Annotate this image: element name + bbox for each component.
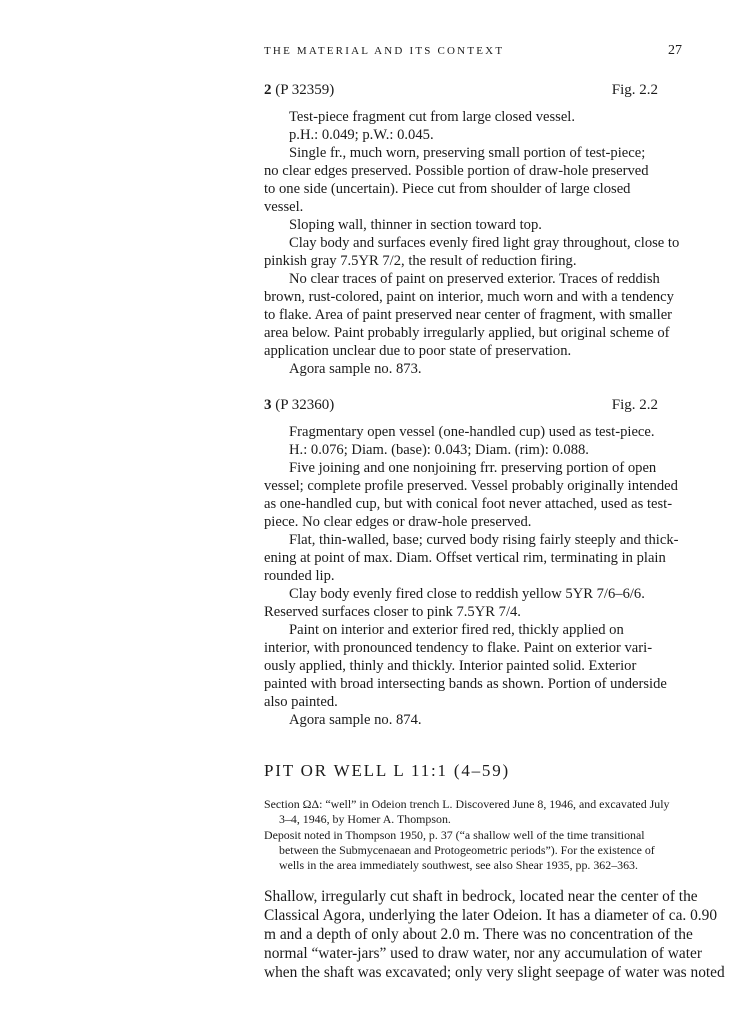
text-line: H.: 0.076; Diam. (base): 0.043; Diam. (rim): 0.088.: [289, 442, 589, 458]
note-line: Section ΩΔ: “well” in Odeion trench L. Discovered June 8, 1946, and excavated July: [264, 797, 670, 811]
text-line: Paint on interior and exterior fired red, thickly applied on: [289, 622, 624, 638]
catalog-entry-heading: [264, 82, 658, 102]
note-line: between the Submycenaean and Protogeometric periods”). For the existence of: [279, 843, 655, 857]
text-line: as one-handled cup, but with conical foot never attached, used as test-: [264, 496, 673, 512]
text-line: ously applied, thinly and thickly. Interior painted solid. Exterior: [264, 658, 637, 674]
text-line: vessel.: [264, 199, 304, 215]
body-line: m and a depth of only about 2.0 m. There was no concentration of the: [264, 926, 693, 943]
body-line: normal “water-jars” used to draw water, nor any accumulation of water: [264, 945, 702, 962]
text-line: Sloping wall, thinner in section toward top.: [289, 217, 542, 233]
note-line: wells in the area immediately southwest, see also Shear 1935, pp. 362–363.: [279, 858, 638, 872]
text-line: Agora sample no. 873.: [289, 361, 422, 377]
text-line: painted with broad intersecting bands as shown. Portion of underside: [264, 676, 667, 692]
text-line: to one side (uncertain). Piece cut from shoulder of large closed: [264, 181, 631, 197]
text-line: vessel; complete profile preserved. Vessel probably originally intended: [264, 478, 678, 494]
page-number: 27: [668, 43, 682, 58]
entry-inventory: (P 32359): [271, 82, 335, 98]
figure-reference: Fig. 2.2: [611, 82, 658, 98]
text-line: rounded lip.: [264, 568, 335, 584]
entry-inventory: (P 32360): [271, 397, 335, 413]
catalog-entry-heading: [264, 397, 658, 417]
text-line: area below. Paint probably irregularly applied, but original scheme of: [264, 325, 670, 341]
text-line: Single fr., much worn, preserving small portion of test-piece;: [289, 145, 646, 161]
body-line: Shallow, irregularly cut shaft in bedrock, located near the center of the: [264, 888, 698, 905]
text-line: No clear traces of paint on preserved exterior. Traces of reddish: [289, 271, 660, 287]
entry-number: 2: [264, 82, 272, 98]
text-line: interior, with pronounced tendency to flake. Paint on exterior vari-: [264, 640, 653, 656]
running-head: [264, 45, 682, 63]
note-line: 3–4, 1946, by Homer A. Thompson.: [279, 812, 451, 826]
running-head-title: THE MATERIAL AND ITS CONTEXT: [264, 45, 505, 57]
text-line: pinkish gray 7.5YR 7/2, the result of reduction firing.: [264, 253, 577, 269]
body-line: Classical Agora, underlying the later Odeion. It has a diameter of ca. 0.90: [264, 907, 718, 924]
note-line: Deposit noted in Thompson 1950, p. 37 (“a shallow well of the time transitional: [264, 828, 645, 842]
section-heading: PIT OR WELL L 11:1 (4–59): [264, 761, 510, 780]
text-line: Clay body and surfaces evenly fired light gray throughout, close to: [289, 235, 680, 251]
body-line: when the shaft was excavated; only very slight seepage of water was noted: [264, 964, 725, 981]
text-line: piece. No clear edges or draw-hole preserved.: [264, 514, 532, 530]
text-line: ening at point of max. Diam. Offset vertical rim, terminating in plain: [264, 550, 666, 566]
text-line: brown, rust-colored, paint on interior, much worn and with a tendency: [264, 289, 674, 305]
text-line: no clear edges preserved. Possible portion of draw-hole preserved: [264, 163, 649, 179]
text-line: Test-piece fragment cut from large closed vessel.: [289, 109, 576, 125]
entry-number: 3: [264, 397, 272, 413]
text-line: Reserved surfaces closer to pink 7.5YR 7/4.: [264, 604, 521, 620]
text-line: Flat, thin-walled, base; curved body rising fairly steeply and thick-: [289, 532, 679, 548]
figure-reference: Fig. 2.2: [611, 397, 658, 413]
text-line: Clay body evenly fired close to reddish yellow 5YR 7/6–6/6.: [289, 586, 645, 602]
text-line: application unclear due to poor state of preservation.: [264, 343, 572, 359]
text-line: to flake. Area of paint preserved near center of fragment, with smaller: [264, 307, 673, 323]
text-line: Fragmentary open vessel (one-handled cup) used as test-piece.: [289, 424, 655, 440]
text-line: Five joining and one nonjoining frr. preserving portion of open: [289, 460, 657, 476]
text-line: also painted.: [264, 694, 338, 710]
text-line: p.H.: 0.049; p.W.: 0.045.: [289, 127, 434, 143]
text-line: Agora sample no. 874.: [289, 712, 422, 728]
